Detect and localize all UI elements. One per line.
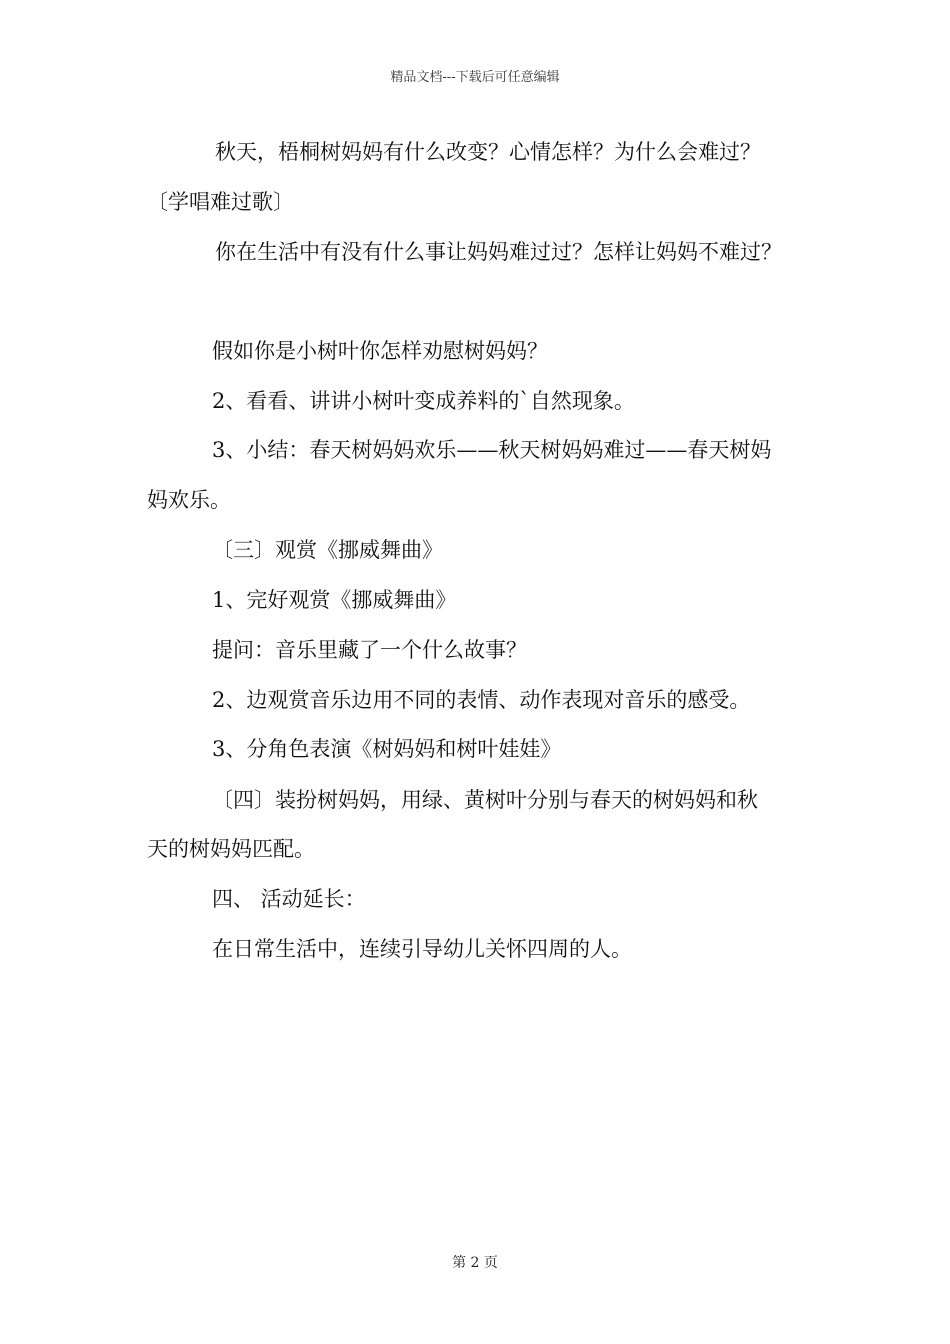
text-line: 3、小结：春天树妈妈欢乐——秋天树妈妈难过——春天树妈 [212,438,772,462]
text-line: 妈欢乐。 [147,488,231,512]
text-line: 假如你是小树叶你怎样劝慰树妈妈？ [212,339,548,363]
text-line: 2、边观赏音乐边用不同的表情、动作表现对音乐的感受。 [212,688,751,712]
section-heading: 四、 活动延长： [212,887,366,911]
text-line: 〔学唱难过歌〕 [147,190,294,214]
section-heading: 〔三〕观赏《挪威舞曲》 [212,538,443,562]
page-number: 第 2 页 [452,1255,498,1271]
text-line: 秋天，梧桐树妈妈有什么改变？心情怎样？为什么会难过？ [215,140,761,164]
text-line: 天的树妈妈匹配。 [147,837,315,861]
page-header: 精品文档---下载后可任意编辑 [390,70,560,85]
text-line: 1、完好观赏《挪威舞曲》 [212,588,457,612]
text-line: 3、分角色表演《树妈妈和树叶娃娃》 [212,737,562,761]
section-heading: 〔四〕装扮树妈妈，用绿、黄树叶分别与春天的树妈妈和秋 [212,788,758,812]
text-line: 你在生活中有没有什么事让妈妈难过过？怎样让妈妈不难过？ [215,240,782,264]
text-line: 在日常生活中，连续引导幼儿关怀四周的人。 [212,937,632,961]
text-line: 2、看看、讲讲小树叶变成养料的`自然现象。 [212,389,635,413]
text-line: 提问：音乐里藏了一个什么故事？ [212,638,527,662]
